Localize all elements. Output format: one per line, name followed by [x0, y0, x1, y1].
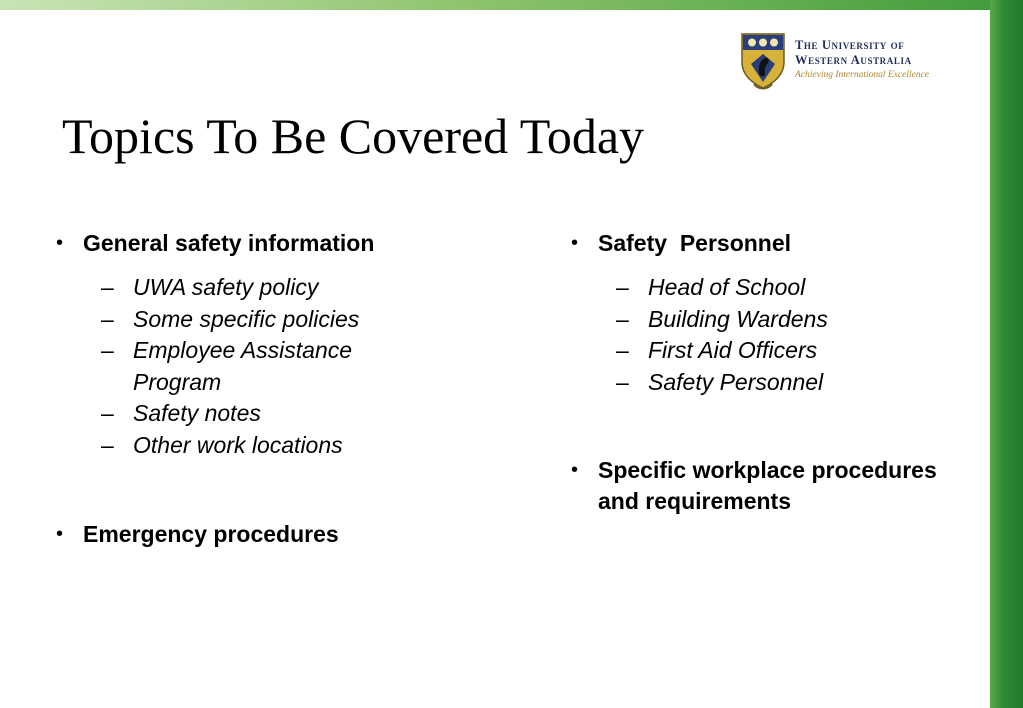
sub-item: – Safety notes [101, 400, 261, 426]
sub-item: – Building Wardens [616, 305, 828, 332]
bullet-item [56, 228, 496, 259]
sub-list [56, 272, 496, 461]
sub-item-text: Building Wardens [648, 305, 828, 332]
logo-tagline: Achieving International Excellence [795, 70, 929, 80]
bullet-item [571, 455, 978, 517]
bullet-dot: • [571, 232, 579, 254]
bullet-label: Safety Personnel [598, 230, 792, 256]
sub-item: – First Aid Officers [616, 337, 818, 363]
top-green-border [0, 0, 1023, 10]
bullet-item [571, 228, 981, 259]
logo-name-line2: Western Australia [795, 53, 912, 67]
sub-item-text: Some specific policies [133, 305, 360, 332]
sub-item: – UWA safety policy [101, 274, 319, 300]
left-column [56, 228, 496, 550]
bullet-label: Specific workplace procedures and requirements [598, 457, 937, 514]
sub-item-text: Safety notes [133, 400, 261, 426]
sub-item: – Other work locations [101, 431, 343, 458]
sub-item-text: UWA safety policy [133, 274, 319, 300]
sub-item: – Employee Assistance Program [101, 337, 353, 395]
sub-item-text: Other work locations [133, 431, 343, 458]
bullet-label: General safety information [83, 230, 375, 256]
sub-item: – Head of School [616, 274, 806, 300]
crest-icon [740, 32, 786, 90]
bullet-item [56, 519, 496, 550]
logo-name-line1: The University of [795, 38, 905, 52]
bullet-dot: • [56, 232, 64, 254]
bullet-dot: • [571, 459, 579, 481]
sub-item-text: First Aid Officers [648, 337, 818, 363]
university-logo [740, 32, 958, 94]
sub-list [571, 272, 981, 398]
right-column [571, 228, 981, 517]
right-green-border [990, 0, 1023, 708]
bullet-dot: • [56, 523, 64, 545]
slide-title: Topics To Be Covered Today [62, 108, 645, 164]
sub-item: – Safety Personnel [616, 368, 824, 395]
sub-item-text: Safety Personnel [648, 368, 824, 395]
sub-item: – Some specific policies [101, 305, 360, 332]
bullet-label: Emergency procedures [83, 521, 339, 547]
sub-item-text: Head of School [648, 274, 806, 300]
sub-item-text: Employee Assistance Program [133, 337, 353, 395]
